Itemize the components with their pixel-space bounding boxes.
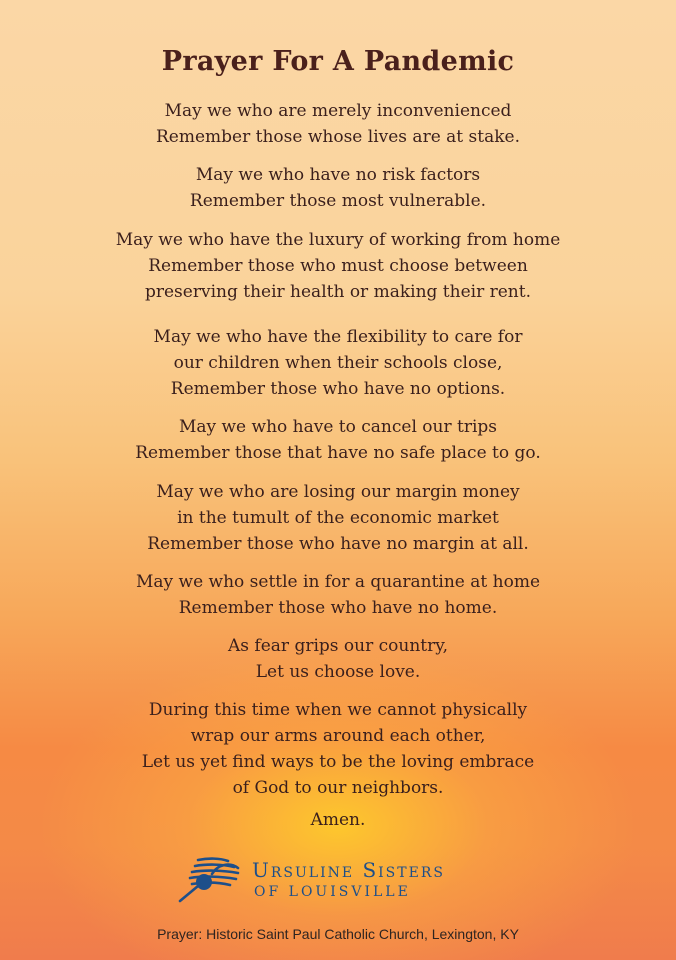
stanza-10: [0, 807, 676, 833]
stanza-1: [0, 98, 676, 150]
stanza-line: in the tumult of the economic market: [177, 508, 499, 528]
stanza-line: Let us choose love.: [255, 662, 421, 682]
stanza-line: May we who settle in for a quarantine at home: [135, 572, 541, 592]
stanza-line: Remember those whose lives are at stake.: [156, 127, 520, 147]
stanza-5: [0, 414, 676, 466]
stanza-line: Remember those who must choose between: [148, 256, 528, 276]
stanza-line: preserving their health or making their rent.: [144, 282, 531, 302]
prayer-text: [0, 98, 676, 833]
stanza-line: wrap our arms around each other,: [190, 726, 486, 746]
stanza-line: May we who have the flexibility to care for: [153, 327, 523, 347]
stanza-line: May we who have to cancel our trips: [178, 417, 498, 437]
stanza-line: Remember those most vulnerable.: [189, 191, 487, 211]
stanza-line: Remember those who have no home.: [178, 598, 498, 618]
stanza-line: May we who are merely inconvenienced: [164, 101, 512, 121]
stanza-line: May we who have the luxury of working from home: [115, 230, 561, 250]
logo-subtitle: OF LOUISVILLE: [254, 884, 411, 900]
stanza-2: [0, 162, 676, 214]
amen-line: Amen.: [310, 810, 366, 830]
stanza-line: Remember those who have no margin at all.: [147, 534, 529, 554]
stanza-line: of God to our neighbors.: [232, 778, 444, 798]
stanza-line: May we who have no risk factors: [195, 165, 481, 185]
ursuline-emblem-icon: [168, 854, 244, 904]
ursuline-logo: [168, 852, 498, 908]
stanza-8: [0, 633, 676, 685]
stanza-line: Remember those who have no options.: [170, 379, 506, 399]
stanza-line: As fear grips our country,: [228, 636, 448, 656]
stanza-line: May we who are losing our margin money: [156, 482, 520, 502]
stanza-line: Let us yet find ways to be the loving embrace: [141, 752, 535, 772]
stanza-9: [0, 697, 676, 801]
stanza-line: Remember those that have no safe place to go.: [135, 443, 541, 463]
page-title: Prayer For A Pandemic: [161, 46, 515, 77]
prayer-credit: Prayer: Historic Saint Paul Catholic Church, Lexington, KY: [157, 926, 519, 942]
stanza-line: our children when their schools close,: [173, 353, 503, 373]
stanza-line: During this time when we cannot physically: [148, 700, 528, 720]
logo-name: Ursuline Sisters: [252, 858, 445, 882]
stanza-4: [0, 324, 676, 402]
stanza-7: [0, 569, 676, 621]
stanza-3: [0, 227, 676, 305]
stanza-6: [0, 479, 676, 557]
